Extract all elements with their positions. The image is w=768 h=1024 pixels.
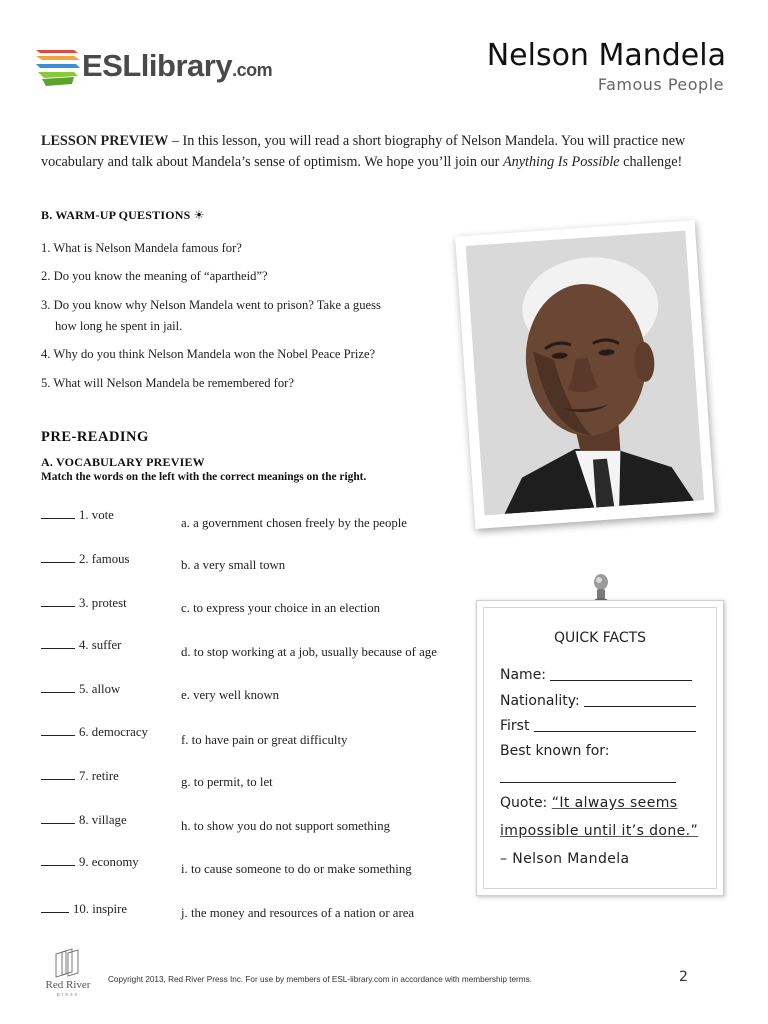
vocab-word: 10. inspire bbox=[41, 902, 127, 917]
vocab-definition: d. to stop working at a job, usually because of age bbox=[181, 645, 437, 659]
vocab-definition: e. very well known bbox=[181, 688, 280, 702]
lesson-preview bbox=[41, 131, 731, 173]
vocab-definition: b. a very small town bbox=[181, 558, 286, 572]
first-blank[interactable] bbox=[534, 717, 696, 732]
qf-quote-row: Quote: “It always seems bbox=[500, 795, 678, 811]
vocab-word: 4. suffer bbox=[41, 638, 121, 653]
answer-blank[interactable] bbox=[41, 562, 75, 563]
challenge-name: Anything Is Possible bbox=[502, 154, 620, 170]
lesson-preview-end: challenge! bbox=[619, 154, 683, 170]
vocab-word: 6. democracy bbox=[41, 725, 148, 740]
vocab-word: 8. village bbox=[41, 813, 127, 828]
vocab-definition: g. to permit, to let bbox=[181, 775, 273, 789]
vocab-word: 1. vote bbox=[41, 508, 114, 523]
quick-facts-card bbox=[476, 600, 724, 896]
portrait-photo-frame bbox=[455, 220, 715, 529]
warmup-question: 2. Do you know the meaning of “apartheid”? bbox=[41, 269, 268, 283]
vocab-definition: c. to express your choice in an election bbox=[181, 601, 380, 615]
qf-attribution: – Nelson Mandela bbox=[500, 851, 630, 867]
warmup-question: 1. What is Nelson Mandela famous for? bbox=[41, 241, 242, 255]
lesson-preview-text: – In this lesson, you will read a short biography of Nelson Mandela. You will practice new vocabulary and talk about Mandela’s sense of optimism. We hope you’ll join our bbox=[41, 133, 686, 170]
best-known-blank[interactable] bbox=[500, 768, 676, 783]
answer-blank[interactable] bbox=[41, 518, 75, 519]
logo-suffix: .com bbox=[232, 60, 273, 80]
vocab-word: 3. protest bbox=[41, 596, 127, 611]
logo-main: ESLlibrary bbox=[82, 48, 233, 83]
warmup-heading: B. WARM-UP QUESTIONS ☀ bbox=[41, 208, 205, 222]
answer-blank[interactable] bbox=[41, 823, 75, 824]
vocab-definition: i. to cause someone to do or make something bbox=[181, 862, 412, 876]
prereading-heading: PRE-READING bbox=[41, 429, 149, 445]
answer-blank[interactable] bbox=[41, 865, 75, 866]
vocab-definition: a. a government chosen freely by the people bbox=[181, 516, 407, 530]
publisher-logo-subtext: press bbox=[56, 992, 80, 998]
warmup-question: 4. Why do you think Nelson Mandela won the Nobel Peace Prize? bbox=[41, 347, 376, 361]
quick-facts-title: QUICK FACTS bbox=[553, 630, 647, 646]
publisher-logo-text: Red River bbox=[45, 979, 91, 991]
answer-blank[interactable] bbox=[41, 735, 75, 736]
warmup-question: 3. Do you know why Nelson Mandela went to prison? Take a guess bbox=[41, 298, 381, 312]
vocab-word: 2. famous bbox=[41, 552, 129, 567]
warmup-question-cont: how long he spent in jail. bbox=[55, 319, 183, 333]
portrait-image bbox=[466, 231, 704, 516]
qf-best-known-label: Best known for: bbox=[500, 743, 610, 759]
copyright-notice: Copyright 2013, Red River Press Inc. For use by members of ESL-library.com in accordance with membership terms. bbox=[108, 975, 532, 984]
logo-wordmark bbox=[82, 48, 272, 84]
red-river-press-logo bbox=[40, 948, 96, 998]
nationality-blank[interactable] bbox=[584, 692, 696, 707]
qf-first-row: First bbox=[500, 717, 696, 734]
lesson-preview-label: LESSON PREVIEW bbox=[41, 133, 169, 149]
warmup-question: 5. What will Nelson Mandela be remembered for? bbox=[41, 376, 294, 390]
name-blank[interactable] bbox=[550, 666, 692, 681]
vocab-definition: f. to have pain or great difficulty bbox=[181, 733, 348, 747]
answer-blank[interactable] bbox=[41, 606, 75, 607]
vocab-word: 5. allow bbox=[41, 682, 120, 697]
page-number: 2 bbox=[679, 969, 688, 985]
quick-facts-inner bbox=[483, 607, 717, 889]
vocab-heading: A. VOCABULARY PREVIEW bbox=[41, 455, 205, 469]
page-title: Nelson Mandela bbox=[486, 38, 726, 73]
vocab-definition: h. to show you do not support something bbox=[181, 819, 391, 833]
answer-blank[interactable] bbox=[41, 779, 75, 780]
qf-best-known-row bbox=[500, 768, 676, 785]
vocab-word: 7. retire bbox=[41, 769, 119, 784]
book-stack-icon bbox=[36, 50, 80, 86]
mandela-portrait-illustration bbox=[466, 231, 704, 516]
vocab-definition: j. the money and resources of a nation or area bbox=[181, 906, 415, 920]
answer-blank[interactable] bbox=[41, 648, 75, 649]
answer-blank[interactable] bbox=[41, 912, 69, 913]
qf-quote-line2: impossible until it’s done.” bbox=[500, 823, 699, 839]
vocab-word: 9. economy bbox=[41, 855, 139, 870]
vocab-instructions: Match the words on the left with the correct meanings on the right. bbox=[41, 471, 367, 483]
qf-nationality-row: Nationality: bbox=[500, 692, 696, 709]
page-subtitle: Famous People bbox=[597, 75, 724, 94]
answer-blank[interactable] bbox=[41, 692, 75, 693]
qf-name-row: Name: bbox=[500, 666, 692, 683]
